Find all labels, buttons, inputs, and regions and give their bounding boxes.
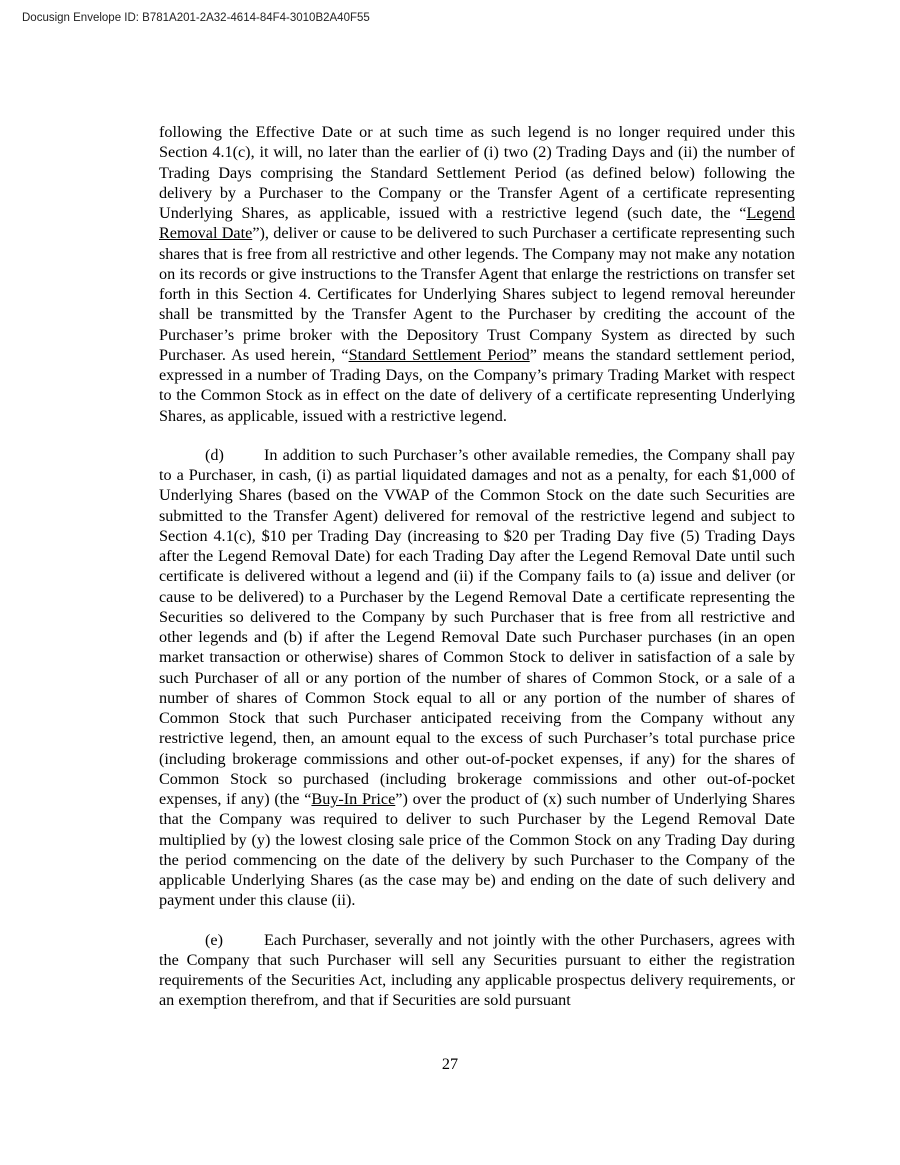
paragraph-c-text-2: ”), deliver or cause to be delivered to such Purchaser a certificate representing such shares that is free from all restrictive and other legends. The Company may not make any notation on its records or give instructions to the Transfer Agent that enlarge the restrictions on transfer set forth in this Section 4. Certificates for Underlying Shares subject to legend removal hereunder shall be transmitted by the Transfer Agent to the Purchaser by crediting the account of the Purchaser’s prime broker with the Depository Trust Company System as directed by such Purchaser. As used herein, “ <box>159 224 796 364</box>
paragraph-e-text-1: Each Purchaser, severally and not jointly with the other Purchasers, agrees with the Company that such Purchaser will sell any Securities pursuant to either the registration requirements of the Securities Act, including any applicable prospectus delivery requirements, or an exemption therefrom, and that if Securities are sold pursuant <box>159 930 795 1010</box>
paragraph-d-label: (d) <box>205 445 224 464</box>
paragraph-d <box>159 445 795 911</box>
defined-term-buy-in-price: Buy-In Price <box>311 790 396 808</box>
paragraph-d-text-1: In addition to such Purchaser’s other available remedies, the Company shall pay to a Purchaser, in cash, (i) as partial liquidated damages and not as a penalty, for each $1,000 of Underlying Shares (based on the VWAP of the Common Stock on the date such Securities are submitted to the Transfer Agent) delivered for removal of the restrictive legend and subject to Section 4.1(c), $10 per Trading Day (increasing to $20 per Trading Day five (5) Trading Days after the Legend Removal Date) for each Trading Day after the Legend Removal Date until such certificate is delivered without a legend and (ii) if the Company fails to (a) issue and deliver (or cause to be delivered) to a Purchaser by the Legend Removal Date a certificate representing the Securities so delivered to the Company by such Purchaser that is free from all restrictive and other legends and (b) if after the Legend Removal Date such Purchaser purchases (in an open market transaction or otherwise) shares of Common Stock to deliver in satisfaction of a sale by such Purchaser of all or any portion of the number of shares of Common Stock, or a sale of a number of shares of Common Stock equal to all or any portion of the number of shares of Common Stock that such Purchaser anticipated receiving from the Company without any restrictive legend, then, an amount equal to the excess of such Purchaser’s total purchase price (including brokerage commissions and other out-of-pocket expenses, if any) for the shares of Common Stock so purchased (including brokerage commissions and other out-of-pocket expenses, if any) (the “ <box>159 445 795 808</box>
paragraph-c-continuation <box>159 122 795 426</box>
paragraph-d-text-2: ”) over the product of (x) such number of Underlying Shares that the Company was required to deliver to such Purchaser by the Legend Removal Date multiplied by (y) the lowest closing sale price of the Common Stock on any Trading Day during the period commencing on the date of the delivery by such Purchaser to the Company of the applicable Underlying Shares (as the case may be) and ending on the date of such delivery and payment under this clause (ii). <box>159 790 796 910</box>
document-body <box>159 122 795 1011</box>
paragraph-e-label: (e) <box>205 930 223 949</box>
page-number: 27 <box>441 1055 459 1073</box>
envelope-id-header: Docusign Envelope ID: B781A201-2A32-4614-84F4-3010B2A40F55 <box>22 12 370 24</box>
paragraph-c-text-3: ” means the standard settlement period, expressed in a number of Trading Days, on the Company’s primary Trading Market with respect to the Common Stock as in effect on the date of delivery of a certificate representing Underlying Shares, as applicable, issued with a restrictive legend. <box>159 345 795 425</box>
defined-term-standard-settlement-period: Standard Settlement Period <box>348 345 530 364</box>
paragraph-c-text-1: following the Effective Date or at such time as such legend is no longer required under this Section 4.1(c), it will, no later than the earlier of (i) two (2) Trading Days and (ii) the number of Trading Days comprising the Standard Settlement Period (as defined below) following the delivery by a Purchaser to the Company or the Transfer Agent of a certificate representing Underlying Shares, as applicable, issued with a restrictive legend (such date, the “ <box>159 123 795 222</box>
paragraph-e <box>159 930 795 1011</box>
defined-term-legend-removal-date: Legend Removal Date <box>159 204 795 243</box>
